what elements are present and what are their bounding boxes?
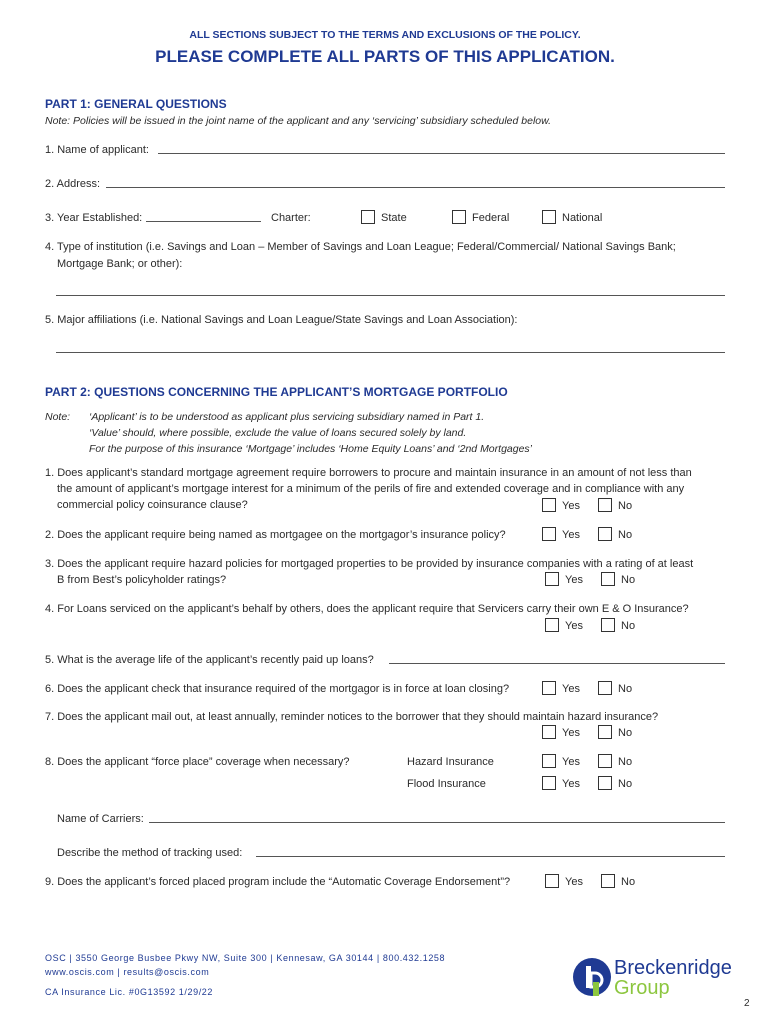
state-checkbox[interactable]	[361, 210, 375, 224]
q2-label: 2. Address:	[45, 178, 101, 190]
no-label: No	[618, 727, 633, 739]
applicant-name-field[interactable]	[158, 153, 725, 154]
p2-q8-label: 8. Does the applicant “force place” coverage when necessary?	[45, 756, 350, 768]
yes-label: Yes	[562, 727, 580, 739]
tracking-label: Describe the method of tracking used:	[57, 847, 243, 859]
no-label: No	[618, 500, 633, 512]
federal-label: Federal	[472, 212, 510, 224]
p2-q2-label: 2. Does the applicant require being named as mortgagee on the mortgagor’s insurance policy?	[45, 529, 506, 541]
part1-heading: PART 1: GENERAL QUESTIONS	[45, 97, 227, 111]
charter-label: Charter:	[271, 212, 311, 224]
year-established-field[interactable]	[146, 221, 261, 222]
logo-mark-icon	[572, 957, 612, 997]
part2-note-line: ‘Value’ should, where possible, exclude the value of loans secured solely by land.	[89, 427, 467, 439]
page-title: PLEASE COMPLETE ALL PARTS OF THIS APPLICATION.	[155, 47, 615, 66]
affiliations-field[interactable]	[56, 352, 725, 353]
tracking-field[interactable]	[256, 856, 725, 857]
no-label: No	[621, 876, 636, 888]
p2-q7-no-checkbox[interactable]	[598, 725, 612, 739]
p2-q2-yes-checkbox[interactable]	[542, 527, 556, 541]
p2-q1-no-checkbox[interactable]	[598, 498, 612, 512]
no-label: No	[621, 574, 636, 586]
federal-checkbox[interactable]	[452, 210, 466, 224]
institution-type-field[interactable]	[56, 295, 725, 296]
q1-label: 1. Name of applicant:	[45, 144, 149, 156]
flood-no-checkbox[interactable]	[598, 776, 612, 790]
p2-q1-line: 1. Does applicant’s standard mortgage agreement require borrowers to procure and maintain insurance in an amount of not less than	[45, 467, 692, 479]
yes-label: Yes	[565, 620, 583, 632]
p2-q6-no-checkbox[interactable]	[598, 681, 612, 695]
hazard-insurance-label: Hazard Insurance	[407, 756, 494, 768]
part2-note-line: ‘Applicant’ is to be understood as applicant plus servicing subsidiary named in Part 1.	[89, 411, 485, 423]
no-label: No	[621, 620, 636, 632]
q3-label: 3. Year Established:	[45, 212, 143, 224]
yes-label: Yes	[565, 574, 583, 586]
part2-note-line: For the purpose of this insurance ‘Mortgage’ includes ‘Home Equity Loans’ and ‘2nd Mortgages’	[89, 443, 533, 455]
p2-q3-line: 3. Does the applicant require hazard policies for mortgaged properties to be provided by insurance companies with a rating of at least	[45, 558, 694, 570]
p2-q4-label: 4. For Loans serviced on the applicant’s behalf by others, does the applicant require that Servicers carry their own E & O Insurance?	[45, 603, 689, 615]
yes-label: Yes	[562, 756, 580, 768]
page-number: 2	[744, 998, 750, 1009]
footer-license: CA Insurance Lic. #0G13592 1/29/22	[45, 987, 214, 997]
carriers-label: Name of Carriers:	[57, 813, 144, 825]
p2-q7-label: 7. Does the applicant mail out, at least annually, reminder notices to the borrower that they should maintain hazard insurance?	[45, 711, 659, 723]
yes-label: Yes	[562, 500, 580, 512]
national-checkbox[interactable]	[542, 210, 556, 224]
p2-q5-label: 5. What is the average life of the applicant’s recently paid up loans?	[45, 654, 374, 666]
p2-q2-no-checkbox[interactable]	[598, 527, 612, 541]
p2-q3-yes-checkbox[interactable]	[545, 572, 559, 586]
p2-q3-line: B from Best’s policyholder ratings?	[57, 574, 227, 586]
policy-notice: ALL SECTIONS SUBJECT TO THE TERMS AND EXCLUSIONS OF THE POLICY.	[189, 29, 581, 41]
logo-text-line2: Group	[614, 977, 670, 999]
part2-note-label: Note:	[45, 411, 71, 423]
p2-q4-no-checkbox[interactable]	[601, 618, 615, 632]
q4-label-line2: Mortgage Bank; or other):	[57, 258, 183, 270]
national-label: National	[562, 212, 603, 224]
hazard-yes-checkbox[interactable]	[542, 754, 556, 768]
flood-yes-checkbox[interactable]	[542, 776, 556, 790]
logo-text-line1: Breckenridge	[614, 957, 732, 979]
p2-q6-label: 6. Does the applicant check that insurance required of the mortgagor is in force at loan closing?	[45, 683, 510, 695]
q4-label-line1: 4. Type of institution (i.e. Savings and Loan – Member of Savings and Loan League; Federal/Commercial/ National Savings Bank;	[45, 241, 676, 253]
flood-insurance-label: Flood Insurance	[407, 778, 486, 790]
yes-label: Yes	[565, 876, 583, 888]
average-life-field[interactable]	[389, 663, 725, 664]
p2-q4-yes-checkbox[interactable]	[545, 618, 559, 632]
hazard-no-checkbox[interactable]	[598, 754, 612, 768]
p2-q9-no-checkbox[interactable]	[601, 874, 615, 888]
no-label: No	[618, 778, 633, 790]
p2-q9-label: 9. Does the applicant’s forced placed program include the “Automatic Coverage Endorsement”?	[45, 876, 511, 888]
carriers-field[interactable]	[149, 822, 725, 823]
footer-address: OSC | 3550 George Busbee Pkwy NW, Suite 300 | Kennesaw, GA 30144 | 800.432.1258	[45, 953, 446, 963]
no-label: No	[618, 756, 633, 768]
part2-heading: PART 2: QUESTIONS CONCERNING THE APPLICANT’S MORTGAGE PORTFOLIO	[45, 385, 508, 399]
address-field[interactable]	[106, 187, 725, 188]
no-label: No	[618, 529, 633, 541]
part1-note: Note: Policies will be issued in the joint name of the applicant and any ‘servicing’ subsidiary scheduled below.	[45, 115, 552, 127]
p2-q1-line: the amount of applicant’s mortgage interest for a minimum of the perils of fire and extended coverage and in compliance with any	[57, 483, 685, 495]
yes-label: Yes	[562, 683, 580, 695]
p2-q3-no-checkbox[interactable]	[601, 572, 615, 586]
q5-label: 5. Major affiliations (i.e. National Savings and Loan League/State Savings and Loan Association):	[45, 314, 518, 326]
breckenridge-logo	[572, 955, 732, 1001]
p2-q1-line: commercial policy coinsurance clause?	[57, 499, 248, 511]
footer-web: www.oscis.com | results@oscis.com	[45, 967, 210, 977]
p2-q6-yes-checkbox[interactable]	[542, 681, 556, 695]
state-label: State	[381, 212, 407, 224]
yes-label: Yes	[562, 778, 580, 790]
no-label: No	[618, 683, 633, 695]
p2-q7-yes-checkbox[interactable]	[542, 725, 556, 739]
yes-label: Yes	[562, 529, 580, 541]
p2-q1-yes-checkbox[interactable]	[542, 498, 556, 512]
p2-q9-yes-checkbox[interactable]	[545, 874, 559, 888]
